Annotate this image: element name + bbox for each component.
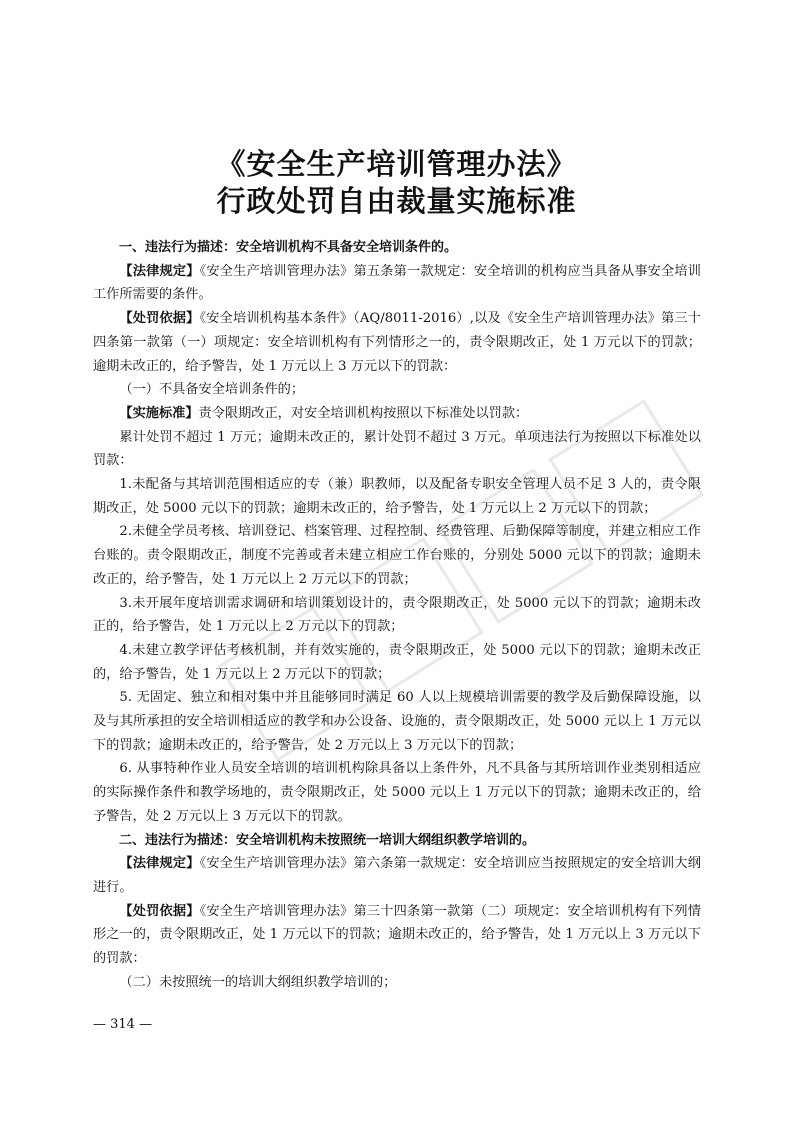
law-tag: 【法律规定】 [119, 263, 200, 279]
section-1-item: （一）不具备安全培训条件的； [119, 382, 305, 398]
basis-text: 《安全生产培训管理办法》第三十四条第一款第（二）项规定：安全培训机构有下列情形之一的，责令限期改正，处 1 万元以下的罚款；逾期未改正的，给予警告，处 1 万元以上 3 万元以下的罚款： [93, 903, 701, 967]
law-text: 《安全生产培训管理办法》第五条第一款规定：安全培训的机构应当具备从事安全培训工作所需要的条件。 [93, 263, 701, 303]
section-2-item: （二）未按照统一的培训大纲组织教学培训的； [119, 974, 397, 990]
section-2-basis [93, 900, 701, 971]
page-title [0, 146, 793, 220]
basis-tag: 【处罚依据】 [119, 311, 200, 327]
section-1-point-2: 2.未健全学员考核、培训登记、档案管理、过程控制、经费管理、后勤保障等制度，并建立相应工作台账的。责令限期改正，制度不完善或者未建立相应工作台账的，分别处 5000 元以下的罚款；逾期未改正的，给予警告，处 1 万元以上 2 万元以下的罚款； [93, 524, 701, 587]
section-1-cumulative: 累计处罚不超过 1 万元；逾期未改正的，累计处罚不超过 3 万元。单项违法行为按照以下标准处以罚款： [93, 429, 701, 469]
section-2-law [93, 852, 701, 899]
page-number: — 314 — [93, 1017, 153, 1032]
standard-text: 责令限期改正，对安全培训机构按照以下标准处以罚款： [198, 405, 529, 421]
law-text: 《安全生产培训管理办法》第六条第一款规定：安全培训应当按照规定的安全培训大纲进行。 [93, 856, 701, 895]
section-1-point-1: 1.未配备与其培训范围相适应的专（兼）职教师，以及配备专职安全管理人员不足 3 人的，责令限期改正，处 5000 元以下的罚款；逾期未改正的，给予警告，处 1 万元以上 2 万元以下的罚款； [93, 477, 701, 516]
section-1-point-3: 3.未开展年度培训需求调研和培训策划设计的，责令限期改正，处 5000 元以下的罚款；逾期未改正的，给予警告，处 1 万元以上 2 万元以下的罚款； [93, 595, 701, 635]
basis-text: 《安全培训机构基本条件》（AQ/8011-2016）,以及《安全生产培训管理办法》第三十四条第一款第（一）项规定：安全培训机构有下列情形之一的，责令限期改正，处 1 万元以下的罚款；逾期未改正的，给予警告，处 1 万元以上 3 万元以下的罚款： [93, 311, 701, 374]
section-1-heading: 一、违法行为描述：安全培训机构不具备安全培训条件的。 [119, 240, 458, 255]
section-1-basis [93, 307, 701, 378]
standard-tag: 【实施标准】 [119, 405, 199, 421]
section-1-standard [93, 402, 701, 426]
basis-tag: 【处罚依据】 [119, 903, 200, 919]
section-1-point-4: 4.未建立教学评估考核机制，并有效实施的，责令限期改正，处 5000 元以下的罚款；逾期未改正的，给予警告，处 1 万元以上 2 万元以下的罚款； [93, 642, 701, 682]
section-2-heading: 二、违法行为描述：安全培训机构未按照统一培训大纲组织教学培训的。 [119, 832, 536, 848]
section-1-law [93, 260, 701, 307]
document-body [93, 236, 701, 995]
section-1-point-5: 5. 无固定、独立和相对集中并且能够同时满足 60 人以上规模培训需要的教学及后勤保障设施，以及与其所承担的安全培训相适应的教学和办公设备、设施的，责令限期改正，处 5000 元以上 1 万元以下的罚款；逾期未改正的，给予警告，处 2 万元以上 3 万元以下的罚款； [93, 690, 701, 753]
law-tag: 【法律规定】 [119, 856, 200, 872]
section-1-point-6: 6. 从事特种作业人员安全培训的培训机构除具备以上条件外，凡不具备与其所培训作业类别相适应的实际操作条件和教学场地的，责令限期改正，处 5000 元以上 1 万元以下的罚款；逾期未改正的，给予警告，处 2 万元以上 3 万元以下的罚款。 [93, 761, 701, 824]
title-line-1: 《安全生产培训管理办法》 [216, 147, 577, 181]
title-line-2: 行政处罚自由裁量实施标准 [216, 184, 577, 218]
